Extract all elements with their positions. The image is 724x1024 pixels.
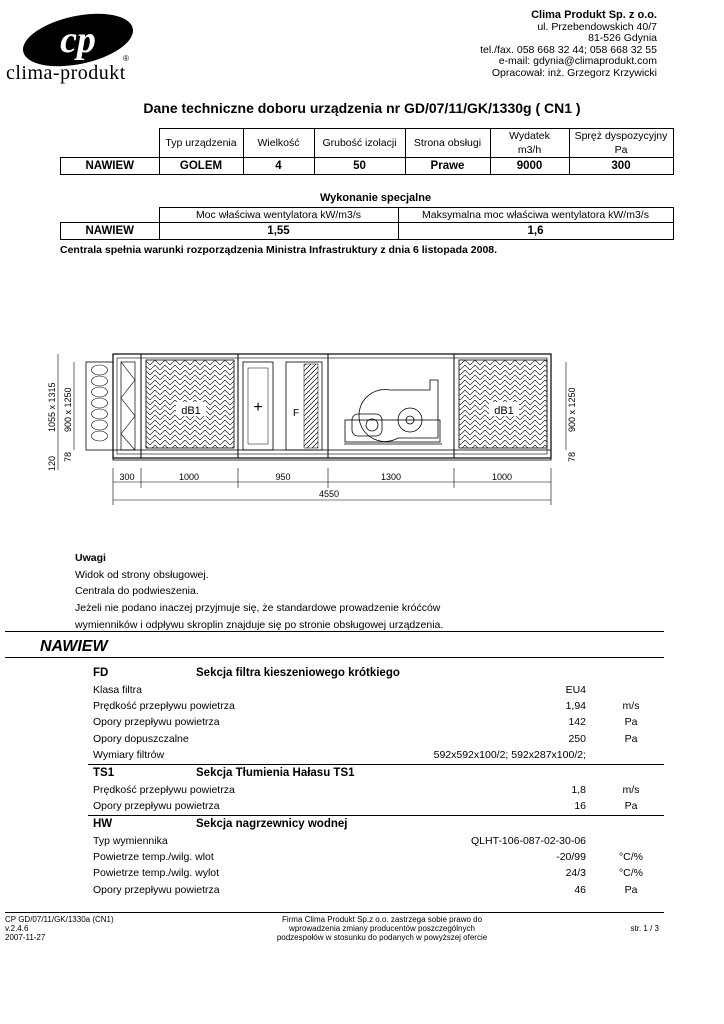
param-label: Typ wymiennika bbox=[93, 835, 168, 847]
brand-name: clima-produkt bbox=[6, 62, 126, 84]
col-header: Typ urządzenia bbox=[159, 129, 243, 158]
col-header: Grubość izolacji bbox=[314, 129, 405, 158]
param-value: QLHT-106-087-02-30-06 bbox=[471, 835, 586, 847]
param-unit: m/s bbox=[622, 784, 640, 796]
section-title: Sekcja nagrzewnicy wodnej bbox=[196, 818, 348, 830]
param-label: Prędkość przepływu powietrza bbox=[93, 784, 235, 796]
param-label: Powietrze temp./wilg. wlot bbox=[93, 851, 214, 863]
col-header: Moc właściwa wentylatora kW/m3/s bbox=[159, 208, 398, 223]
divider bbox=[88, 764, 664, 765]
silencer-right-label: dB1 bbox=[494, 405, 514, 417]
notes-heading: Uwagi bbox=[75, 552, 106, 564]
compliance-note: Centrala spełnia warunki rozporządzenia Ministra Infrastruktury z dnia 6 listopada 2008. bbox=[60, 244, 498, 256]
unit-drawing bbox=[0, 340, 724, 520]
notes bbox=[75, 550, 443, 634]
heater-plus-label: + bbox=[253, 399, 263, 416]
note-line: Widok od strony obsługowej. bbox=[75, 568, 209, 581]
param-value: 1,8 bbox=[571, 784, 586, 796]
company-info bbox=[480, 10, 657, 80]
note-line: Centrala do podwieszenia. bbox=[75, 585, 199, 598]
disclaimer-line: Firma Clima Produkt Sp.z o.o. zastrzega sobie prawo do bbox=[281, 915, 483, 924]
col-header: Wydatek bbox=[490, 129, 569, 144]
disclaimer-line: wprowadzenia zmiany producentów poszczególnych bbox=[289, 924, 475, 934]
footer-doc-id: CP GD/07/11/GK/1330a (CN1) bbox=[5, 915, 114, 924]
dim-base-78: 78 bbox=[63, 451, 73, 462]
param-value: EU4 bbox=[565, 684, 586, 696]
special-table bbox=[60, 207, 674, 240]
divider bbox=[88, 815, 664, 816]
param-value: 46 bbox=[574, 884, 586, 896]
prepared-by: Opracował: inż. Grzegorz Krzywicki bbox=[491, 66, 657, 79]
divider bbox=[5, 657, 664, 658]
company-email[interactable]: e-mail: gdynia@climaprodukt.com bbox=[498, 55, 657, 68]
param-label: Opory przepływu powietrza bbox=[93, 716, 220, 728]
page-number: str. 1 / 3 bbox=[630, 924, 659, 933]
blank-cell bbox=[61, 208, 160, 223]
param-unit: Pa bbox=[624, 884, 638, 896]
cell-value: 300 bbox=[569, 158, 673, 175]
filter-label: F bbox=[293, 408, 300, 419]
fan-assembly bbox=[344, 380, 442, 444]
param-value: 1,94 bbox=[565, 700, 586, 712]
col-unit: m3/h bbox=[490, 143, 569, 158]
cell-value: Prawe bbox=[405, 158, 490, 175]
param-value: -20/99 bbox=[556, 851, 586, 863]
param-unit: Pa bbox=[624, 800, 638, 812]
disclaimer-line: podzespołów w stosunku do podanych w powyższej ofercie bbox=[276, 933, 488, 943]
section-code: HW bbox=[93, 818, 113, 830]
dim-base-right: 78 bbox=[567, 451, 577, 462]
cell-value: 4 bbox=[243, 158, 314, 175]
param-label: Prędkość przepływu powietrza bbox=[93, 700, 235, 712]
col-unit: Pa bbox=[569, 143, 673, 158]
footer-version: v.2.4.6 bbox=[5, 924, 29, 934]
dim-bottom: 1000 bbox=[491, 472, 513, 482]
param-label: Klasa filtra bbox=[93, 684, 143, 696]
company-address-line1: ul. Przebendowskich 40/7 bbox=[537, 20, 657, 33]
document-title: Dane techniczne doboru urządzenia nr GD/07/11/GK/1330g ( CN1 ) bbox=[143, 100, 581, 116]
note-line: wymienników i odpływu skroplin znajduje się po stronie obsługowej urządzenia. bbox=[75, 618, 444, 631]
dim-bottom: 1000 bbox=[178, 472, 200, 482]
note-line: Jeżeli nie podano inaczej przyjmuje się, że standardowe prowadzenie króćców bbox=[75, 602, 441, 615]
silencer-left-label: dB1 bbox=[181, 405, 201, 417]
footer-disclaimer bbox=[262, 915, 502, 943]
section-code: TS1 bbox=[93, 767, 115, 779]
param-value: 592x592x100/2; 592x287x100/2; bbox=[433, 749, 586, 761]
dim-bottom: 1300 bbox=[380, 472, 402, 482]
dim-bottom: 950 bbox=[275, 472, 291, 482]
cell-value: 50 bbox=[314, 158, 405, 175]
param-label: Opory przepływu powietrza bbox=[93, 884, 220, 896]
row-label: NAWIEW bbox=[61, 158, 160, 175]
company-address-line2: 81-526 Gdynia bbox=[588, 32, 657, 45]
param-unit: Pa bbox=[624, 733, 638, 745]
param-label: Powietrze temp./wilg. wylot bbox=[93, 867, 220, 879]
col-header: Maksymalna moc właściwa wentylatora kW/m3/s bbox=[398, 208, 673, 223]
dim-right: 900 x 1250 bbox=[567, 387, 577, 432]
section-heading: NAWIEW bbox=[40, 638, 108, 655]
dim-total: 4550 bbox=[318, 489, 340, 499]
dim-left-inner: 900 x 1250 bbox=[63, 387, 73, 432]
col-header: Strona obsługi bbox=[405, 129, 490, 158]
main-spec-table bbox=[60, 128, 674, 175]
dim-bottom: 300 bbox=[119, 472, 135, 482]
blank-cell bbox=[61, 129, 160, 158]
param-unit: °C/% bbox=[618, 851, 644, 863]
divider bbox=[5, 631, 664, 632]
cell-value: 1,55 bbox=[159, 223, 398, 240]
param-label: Opory przepływu powietrza bbox=[93, 800, 220, 812]
dim-base-left: 120 bbox=[47, 455, 57, 471]
registered-mark: ® bbox=[123, 54, 129, 63]
param-unit: m/s bbox=[622, 700, 640, 712]
section-title: Sekcja filtra kieszeniowego krótkiego bbox=[196, 667, 400, 679]
company-name: Clima Produkt Sp. z o.o. bbox=[531, 9, 657, 21]
footer-divider bbox=[5, 912, 664, 913]
param-value: 24/3 bbox=[565, 867, 586, 879]
param-label: Opory dopuszczalne bbox=[93, 733, 189, 745]
cell-value: GOLEM bbox=[159, 158, 243, 175]
cell-value: 9000 bbox=[490, 158, 569, 175]
special-heading: Wykonanie specjalne bbox=[320, 192, 432, 204]
col-header: Wielkość bbox=[243, 129, 314, 158]
footer-date: 2007-11-27 bbox=[5, 933, 46, 943]
company-phone: tel./fax. 058 668 32 44; 058 668 32 55 bbox=[480, 43, 657, 56]
svg-text:cp: cp bbox=[60, 19, 96, 61]
param-unit: °C/% bbox=[618, 867, 644, 879]
param-value: 142 bbox=[568, 716, 586, 728]
section-title: Sekcja Tłumienia Hałasu TS1 bbox=[196, 767, 355, 779]
param-value: 250 bbox=[568, 733, 586, 745]
cell-value: 1,6 bbox=[398, 223, 673, 240]
col-header: Spręż dyspozycyjny bbox=[569, 129, 673, 144]
dim-left-outer: 1055 x 1315 bbox=[47, 382, 57, 432]
section-code: FD bbox=[93, 667, 109, 679]
param-label: Wymiary filtrów bbox=[93, 749, 165, 761]
footer-doc-info bbox=[5, 915, 114, 943]
param-unit: Pa bbox=[624, 716, 638, 728]
row-label: NAWIEW bbox=[61, 223, 160, 240]
param-value: 16 bbox=[574, 800, 586, 812]
